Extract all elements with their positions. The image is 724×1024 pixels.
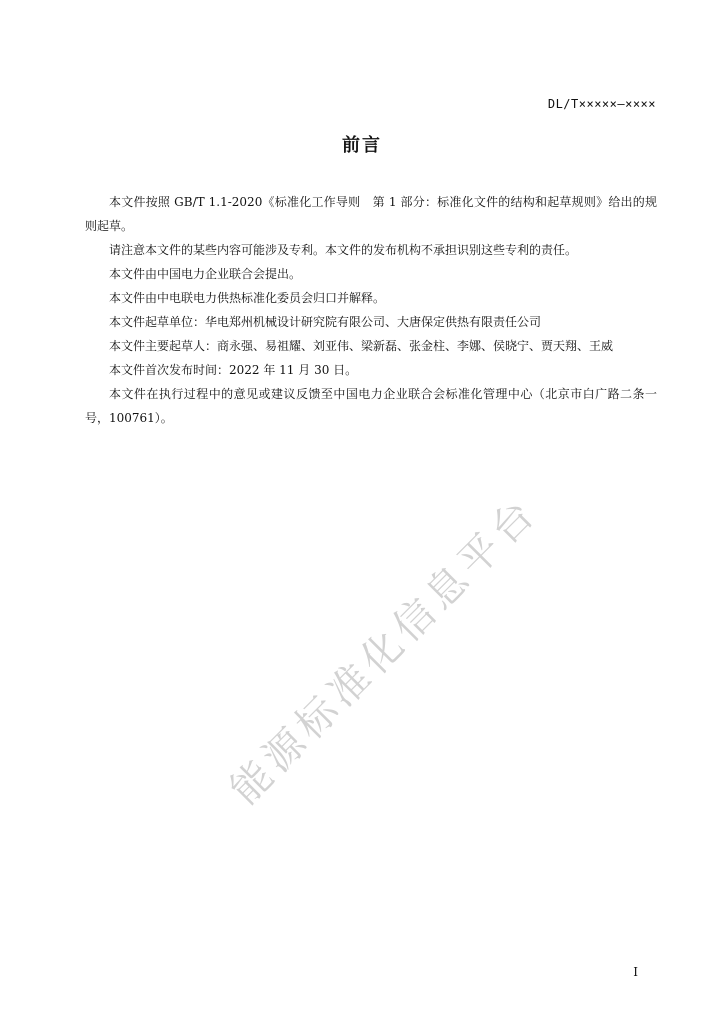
paragraph-drafting-units: 本文件起草单位：华电郑州机械设计研究院有限公司、大唐保定供热有限责任公司 xyxy=(109,315,542,329)
paragraph-feedback: 本文件在执行过程中的意见或建议反馈至中国电力企业联合会标准化管理中心（北京市白广路二条一号，100761）。 xyxy=(85,387,657,425)
paragraph-patent-notice: 请注意本文件的某些内容可能涉及专利。本文件的发布机构不承担识别这些专利的责任。 xyxy=(109,243,578,257)
paragraph-main-drafters: 本文件主要起草人：商永强、易祖耀、刘亚伟、梁新磊、张金柱、李娜、侯晓宁、贾天翔、王威 xyxy=(109,339,614,353)
page-number: I xyxy=(633,965,638,979)
document-code: DL/T×××××—×××× xyxy=(547,97,656,111)
paragraph-first-release: 本文件首次发布时间：2022 年 11 月 30 日。 xyxy=(109,363,358,377)
paragraph-proposer: 本文件由中国电力企业联合会提出。 xyxy=(109,267,302,281)
foreword-body xyxy=(85,190,657,430)
page-title: 前言 xyxy=(342,135,382,156)
paragraph-centralized-management: 本文件由中电联电力供热标准化委员会归口并解释。 xyxy=(109,291,386,305)
watermark: 能源标准化信息平台 xyxy=(221,488,548,814)
paragraph-drafting-rules: 本文件按照 GB/T 1.1-2020《标准化工作导则 第 1 部分：标准化文件的结构和起草规则》给出的规则起草。 xyxy=(85,195,657,233)
